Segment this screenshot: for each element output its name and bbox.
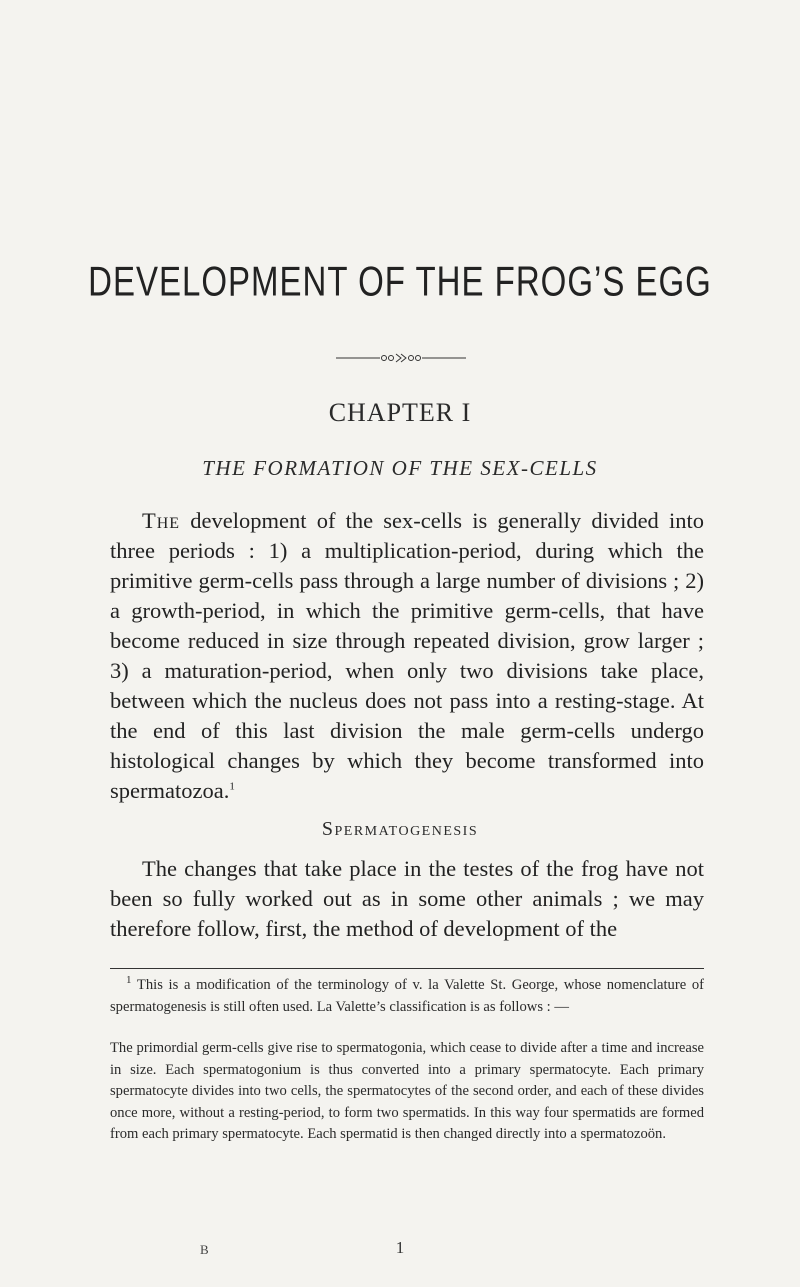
footnote-classification [110, 1038, 704, 1146]
printer-signature: B [200, 1242, 209, 1257]
footnote-text-2: The primordial germ-cells give rise to spermatogonia, which cease to divide after a time and increase in size. Each spermatogonium is thus converted into a primary spermatocyte. Each primary spermatocyte divides into two cells, the spermatocytes of the second order, and each of these divides once more, without a resting-period, to form two spermatids. In this way four spermatids are formed from each primary spermatocyte. Each spermatid is then changed directly into a spermatozoön. [110, 1040, 704, 1142]
section-heading: Spermatogenesis [321, 818, 479, 840]
paragraph-lead-word: The [142, 508, 181, 533]
paragraph-intro [110, 506, 704, 806]
paragraph-spermatogenesis [110, 854, 704, 944]
footnote-reference: 1 [229, 780, 235, 793]
footnote-text-1: This is a modification of the terminology of v. la Valette St. George, whose nomenclature of spermatogenesis is still often used. La Valette’s classification is as follows : — [110, 977, 705, 1015]
footnote-rule [110, 968, 704, 969]
paragraph-spermatogenesis-text: The changes that take place in the testes of the frog have not been so fully worked out as in some other animals ; we may therefore follow, first, the method of development of the [110, 856, 704, 941]
footnote-intro [110, 975, 704, 1018]
chapter-title: THE FORMATION OF THE SEX-CELLS [202, 456, 598, 480]
ornament-divider [336, 352, 466, 364]
paragraph-intro-text: development of the sex-cells is generally divided into three periods : 1) a multiplication-period, during which the primitive germ-cells pass through a large number of divisions ; 2) a growth-period, in which the primitive germ-cells, that have become reduced in size through repeated division, grow larger ; 3) a maturation-period, when only two divisions take place, between which the nucleus does not pass into a resting-stage. At the end of this last division the male germ-cells undergo histological changes by which they become transformed into spermatozoa. [110, 508, 704, 803]
chapter-number: CHAPTER I [328, 398, 472, 427]
page-number: 1 [395, 1238, 405, 1257]
footnote-mark: 1 [126, 974, 132, 987]
book-title: DEVELOPMENT OF THE FROG’S EGG [88, 258, 712, 305]
